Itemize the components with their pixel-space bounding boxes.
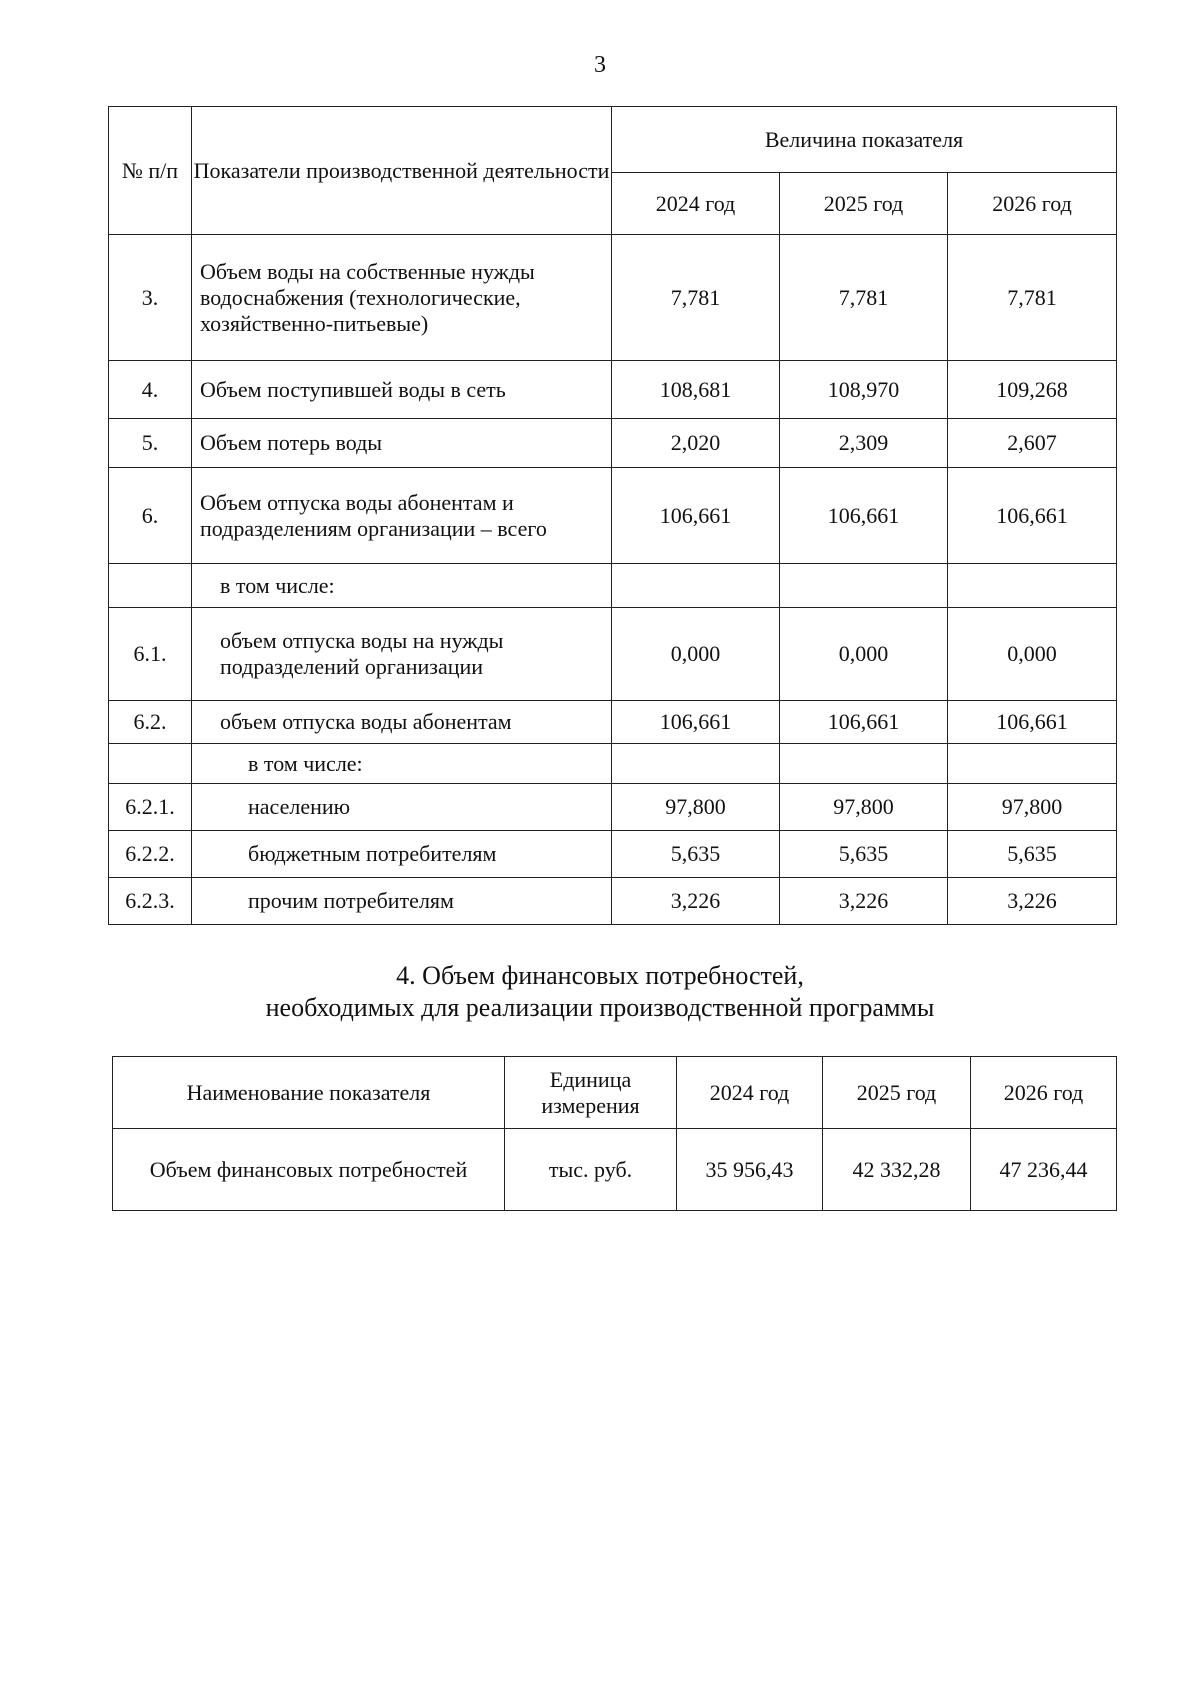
section-title [0, 960, 1200, 1024]
table-row [109, 784, 1117, 831]
row-label: Объем поступившей воды в сеть [192, 361, 612, 419]
row-value-2024 [612, 744, 780, 784]
row-num: 6.2.3. [109, 878, 192, 925]
header-year-2026: 2026 год [948, 173, 1117, 235]
row-value-2024: 2,020 [612, 419, 780, 468]
header-year-2024: 2024 год [677, 1057, 823, 1129]
row-value-2026: 106,661 [948, 468, 1117, 564]
row-num: 6.2. [109, 701, 192, 744]
row-value-2024: 108,681 [612, 361, 780, 419]
header-indicator-name: Наименование показателя [113, 1057, 505, 1129]
row-indicator-name: Объем финансовых потребностей [113, 1129, 505, 1211]
row-value-2025: 3,226 [780, 878, 948, 925]
table-row [109, 744, 1117, 784]
row-value-2026: 97,800 [948, 784, 1117, 831]
row-value-2025: 42 332,28 [823, 1129, 971, 1211]
table-row [109, 701, 1117, 744]
production-indicators-table [108, 106, 1117, 925]
row-value-2024: 7,781 [612, 235, 780, 361]
table-row [109, 468, 1117, 564]
table-row [109, 564, 1117, 608]
row-num: 4. [109, 361, 192, 419]
row-value-2026: 109,268 [948, 361, 1117, 419]
financial-needs-table [112, 1056, 1117, 1211]
header-num: № п/п [109, 107, 192, 235]
table-row [109, 608, 1117, 701]
row-label: бюджетным потребителям [192, 831, 612, 878]
row-value-2026 [948, 744, 1117, 784]
section-title-line1: 4. Объем финансовых потребностей, [396, 961, 804, 990]
section-title-line2: необходимых для реализации производственной программы [265, 993, 935, 1022]
row-num [109, 744, 192, 784]
row-num [109, 564, 192, 608]
row-value-2025: 5,635 [780, 831, 948, 878]
row-num: 5. [109, 419, 192, 468]
row-label: объем отпуска воды на нужды подразделений организации [192, 608, 612, 701]
row-value-2025: 106,661 [780, 701, 948, 744]
header-year-2024: 2024 год [612, 173, 780, 235]
row-value-2025: 108,970 [780, 361, 948, 419]
header-year-2025: 2025 год [780, 173, 948, 235]
row-value-2024: 35 956,43 [677, 1129, 823, 1211]
row-value-2026: 5,635 [948, 831, 1117, 878]
table-row [109, 831, 1117, 878]
row-value-2026: 3,226 [948, 878, 1117, 925]
row-num: 6. [109, 468, 192, 564]
row-num: 3. [109, 235, 192, 361]
row-value-2024 [612, 564, 780, 608]
row-value-2026: 7,781 [948, 235, 1117, 361]
row-value-2024: 97,800 [612, 784, 780, 831]
header-year-2026: 2026 год [971, 1057, 1117, 1129]
row-value-2026 [948, 564, 1117, 608]
row-value-2025: 2,309 [780, 419, 948, 468]
page-number: 3 [594, 52, 606, 78]
table-row [109, 361, 1117, 419]
row-label: Объем отпуска воды абонентам и подразделениям организации – всего [192, 468, 612, 564]
row-num: 6.1. [109, 608, 192, 701]
row-label: в том числе: [192, 744, 612, 784]
table-row [109, 419, 1117, 468]
row-value-2024: 5,635 [612, 831, 780, 878]
row-value-2026: 106,661 [948, 701, 1117, 744]
row-num: 6.2.2. [109, 831, 192, 878]
row-label: прочим потребителям [192, 878, 612, 925]
row-value-2026: 2,607 [948, 419, 1117, 468]
row-value-2026: 0,000 [948, 608, 1117, 701]
row-value-2025: 106,661 [780, 468, 948, 564]
row-value-2025 [780, 744, 948, 784]
row-value-2024: 106,661 [612, 701, 780, 744]
table-row [109, 235, 1117, 361]
table-row [109, 878, 1117, 925]
row-value-2025 [780, 564, 948, 608]
row-label: населению [192, 784, 612, 831]
header-unit: Единица измерения [505, 1057, 677, 1129]
table-header-row [113, 1057, 1117, 1129]
row-label: объем отпуска воды абонентам [192, 701, 612, 744]
row-value-2025: 7,781 [780, 235, 948, 361]
row-value-2025: 0,000 [780, 608, 948, 701]
row-label: в том числе: [192, 564, 612, 608]
row-num: 6.2.1. [109, 784, 192, 831]
header-value-group: Величина показателя [612, 107, 1117, 173]
table-row [113, 1129, 1117, 1211]
header-indicator: Показатели производственной деятельности [192, 107, 612, 235]
row-value-2026: 47 236,44 [971, 1129, 1117, 1211]
row-value-2024: 3,226 [612, 878, 780, 925]
header-year-2025: 2025 год [823, 1057, 971, 1129]
row-label: Объем воды на собственные нужды водоснабжения (технологические, хозяйственно-питьевые) [192, 235, 612, 361]
row-label: Объем потерь воды [192, 419, 612, 468]
row-value-2024: 106,661 [612, 468, 780, 564]
row-value-2025: 97,800 [780, 784, 948, 831]
row-unit: тыс. руб. [505, 1129, 677, 1211]
row-value-2024: 0,000 [612, 608, 780, 701]
